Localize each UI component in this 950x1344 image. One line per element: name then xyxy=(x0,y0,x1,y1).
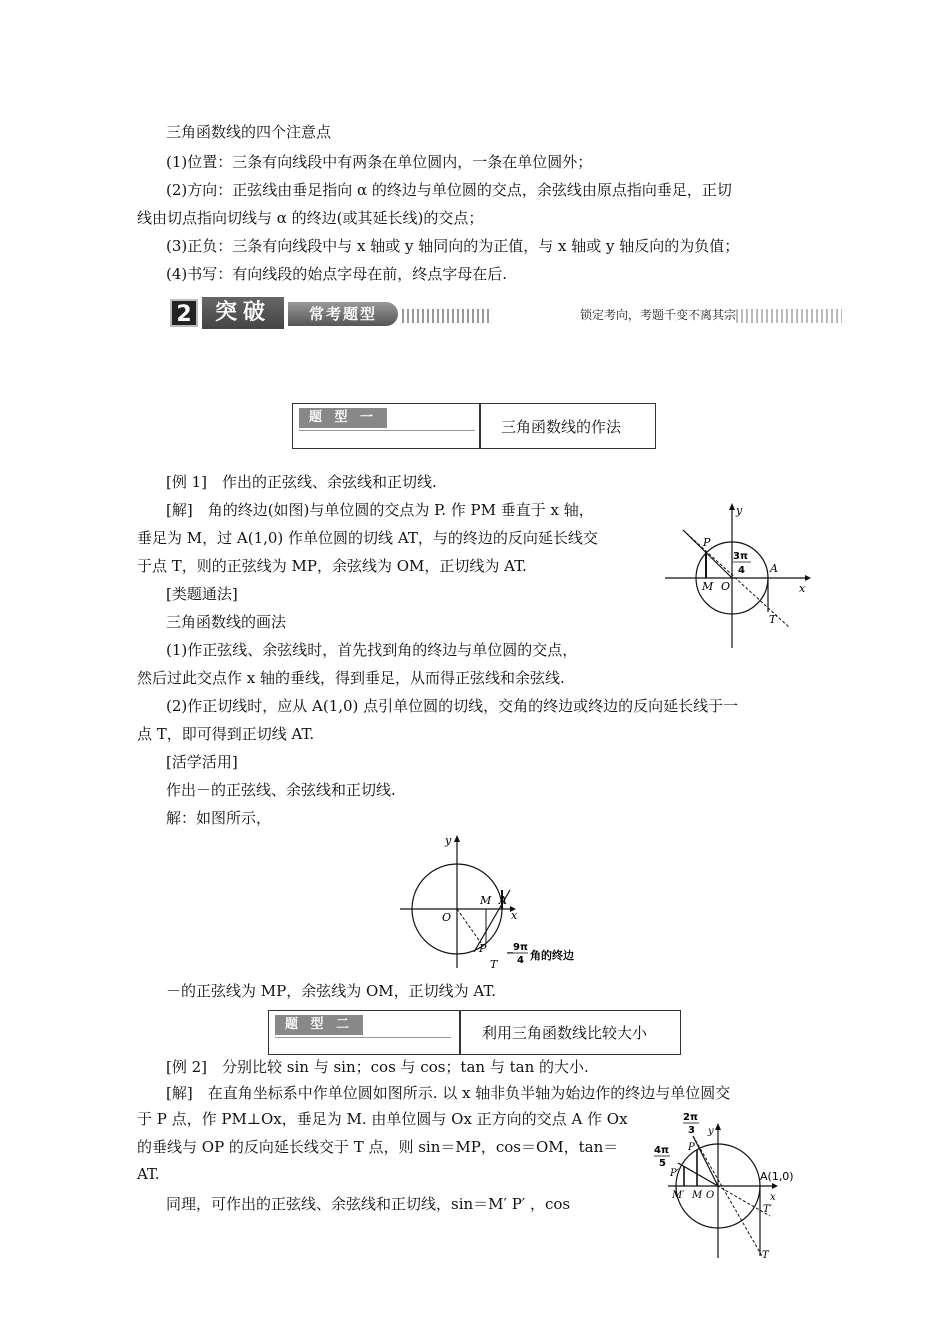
type-one-tag-underline xyxy=(299,430,475,431)
method-title: 三角函数线的画法 xyxy=(166,613,287,631)
x-axis-arrow xyxy=(805,575,811,581)
y-axis-arrow xyxy=(715,1123,721,1130)
example-two-solution-1: [解] 在直角坐标系中作单位圆如图所示. 以 x 轴非负半轴为始边作的终边与单位圆交 xyxy=(166,1084,731,1102)
example-one-solution-3: 于点 T，则的正弦线为 MP，余弦线为 OM，正切线为 AT. xyxy=(137,557,527,575)
note-direction-cont: 线由切点指向切线与 α 的终边(或其延长线)的交点； xyxy=(137,209,484,227)
angle1-denominator: 3 xyxy=(688,1125,695,1136)
banner-sub-label: 常考题型 xyxy=(288,302,398,326)
label-x: x xyxy=(799,582,806,595)
type-two-title: 利用三角函数线比较大小 xyxy=(482,1024,648,1042)
example-one-solution-2: 垂足为 M，过 A(1,0) 作单位圆的切线 AT，与的终边的反向延长线交 xyxy=(137,529,598,547)
label-A: A(1,0) xyxy=(760,1170,794,1183)
label-T-prime: T′ xyxy=(763,1204,772,1215)
type-one-header xyxy=(292,403,656,449)
banner-tagline: 锁定考向，考题千变不离其宗 xyxy=(579,308,736,322)
label-y: y xyxy=(736,504,743,517)
figure-unit-circle-1 xyxy=(665,500,815,650)
label-y: y xyxy=(708,1126,714,1137)
practice-task: 作出－的正弦线、余弦线和正切线. xyxy=(166,781,396,799)
type-two-header xyxy=(268,1010,681,1055)
label-M-prime: M′ xyxy=(672,1190,685,1201)
label-O: O xyxy=(721,580,731,593)
label-M: M xyxy=(702,580,714,593)
note-position: (1)位置：三条有向线段中有两条在单位圆内，一条在单位圆外； xyxy=(166,153,593,171)
figure-unit-circle-2 xyxy=(395,830,605,970)
practice-heading: [活学活用] xyxy=(166,753,238,771)
y-axis-arrow xyxy=(454,835,460,842)
banner-stripe xyxy=(402,309,492,323)
label-M: M xyxy=(692,1190,703,1201)
type-one-title: 三角函数线的作法 xyxy=(501,417,622,436)
y-axis-arrow xyxy=(729,503,735,510)
angle1-numerator: 2π xyxy=(683,1112,698,1123)
note-writing: (4)书写：有向线段的始点字母在前，终点字母在后. xyxy=(166,265,508,283)
example-one-solution-1: [解] 角的终边(如图)与单位圆的交点为 P. 作 PM 垂直于 x 轴， xyxy=(166,501,594,519)
label-y: y xyxy=(445,834,452,847)
type-two-tag-underline xyxy=(275,1037,451,1038)
banner-main-label: 突破 xyxy=(202,297,284,329)
example-one-question: [例 1] 作出的正弦线、余弦线和正切线. xyxy=(166,473,437,491)
figure-unit-circle-3 xyxy=(650,1108,820,1264)
angle-denominator: 4 xyxy=(738,565,745,576)
label-O: O xyxy=(442,911,452,924)
header-divider xyxy=(459,1011,461,1054)
label-A: A xyxy=(770,562,778,575)
practice-solution-intro: 解：如图所示， xyxy=(166,809,272,827)
label-A: A xyxy=(499,894,507,907)
note-sign: (3)正负：三条有向线段中与 x 轴或 y 轴同向的为正值，与 x 轴或 y 轴反向的为负值； xyxy=(166,237,740,255)
angle2-numerator: 4π xyxy=(654,1145,669,1156)
header-divider xyxy=(479,404,481,448)
label-x: x xyxy=(511,909,518,922)
banner-stripe-tail xyxy=(736,309,842,323)
type-two-tag: 题 型 二 xyxy=(275,1015,363,1035)
label-P-prime: P′ xyxy=(670,1168,679,1179)
label-T: T xyxy=(490,958,498,970)
example-two-solution-5: 同理，可作出的正弦线、余弦线和正切线，sin＝M′ P′ ，cos xyxy=(166,1195,571,1213)
angle-prefix: − xyxy=(506,948,515,959)
label-x: x xyxy=(770,1192,776,1203)
angle-numerator: 9π xyxy=(513,942,528,953)
terminal-side-2pi3 xyxy=(693,1136,762,1256)
method-step-1b: 然后过此交点作 x 轴的垂线，得到垂足，从而得正弦线和余弦线. xyxy=(137,669,565,687)
label-P: P xyxy=(688,1142,695,1153)
angle-numerator: 3π xyxy=(733,551,748,562)
method-step-2b: 点 T，即可得到正切线 AT. xyxy=(137,725,315,743)
note-direction: (2)方向：正弦线由垂足指向 α 的终边与单位圆的交点，余弦线由原点指向垂足，正切 xyxy=(166,181,732,199)
angle2-denominator: 5 xyxy=(659,1158,666,1169)
type-one-tag: 题 型 一 xyxy=(299,408,387,428)
example-two-question: [例 2] 分别比较 sin 与 sin；cos 与 cos；tan 与 tan 的大小. xyxy=(166,1058,589,1076)
label-P: P xyxy=(703,536,711,549)
label-P: P xyxy=(479,942,487,955)
label-T: T xyxy=(769,613,777,626)
example-two-solution-3: 的垂线与 OP 的反向延长线交于 T 点，则 sin＝MP，cos＝OM，tan＝ xyxy=(137,1138,619,1156)
label-O: O xyxy=(706,1190,715,1201)
label-T: T xyxy=(762,1250,769,1261)
method-heading-bracket: [类题通法] xyxy=(166,585,238,603)
method-step-1a: (1)作正弦线、余弦线时，首先找到角的终边与单位圆的交点， xyxy=(166,641,578,659)
notes-title: 三角函数线的四个注意点 xyxy=(166,123,332,141)
label-M: M xyxy=(480,894,492,907)
example-two-solution-4: AT. xyxy=(137,1165,160,1183)
x-axis-arrow xyxy=(772,1183,778,1189)
origin-to-P xyxy=(457,909,481,943)
method-step-2a: (2)作正切线时，应从 A(1,0) 点引单位圆的切线，交角的终边或终边的反向延长线于一 xyxy=(166,697,739,715)
banner-number: 2 xyxy=(170,299,198,327)
angle-suffix: 角的终边 xyxy=(530,949,574,962)
angle-denominator: 4 xyxy=(517,955,524,966)
section-banner xyxy=(170,293,842,333)
practice-conclusion: －的正弦线为 MP，余弦线为 OM，正切线为 AT. xyxy=(166,982,496,1000)
example-two-solution-2: 于 P 点，作 PM⊥Ox，垂足为 M. 由单位圆与 Ox 正方向的交点 A 作 Ox xyxy=(137,1110,628,1128)
